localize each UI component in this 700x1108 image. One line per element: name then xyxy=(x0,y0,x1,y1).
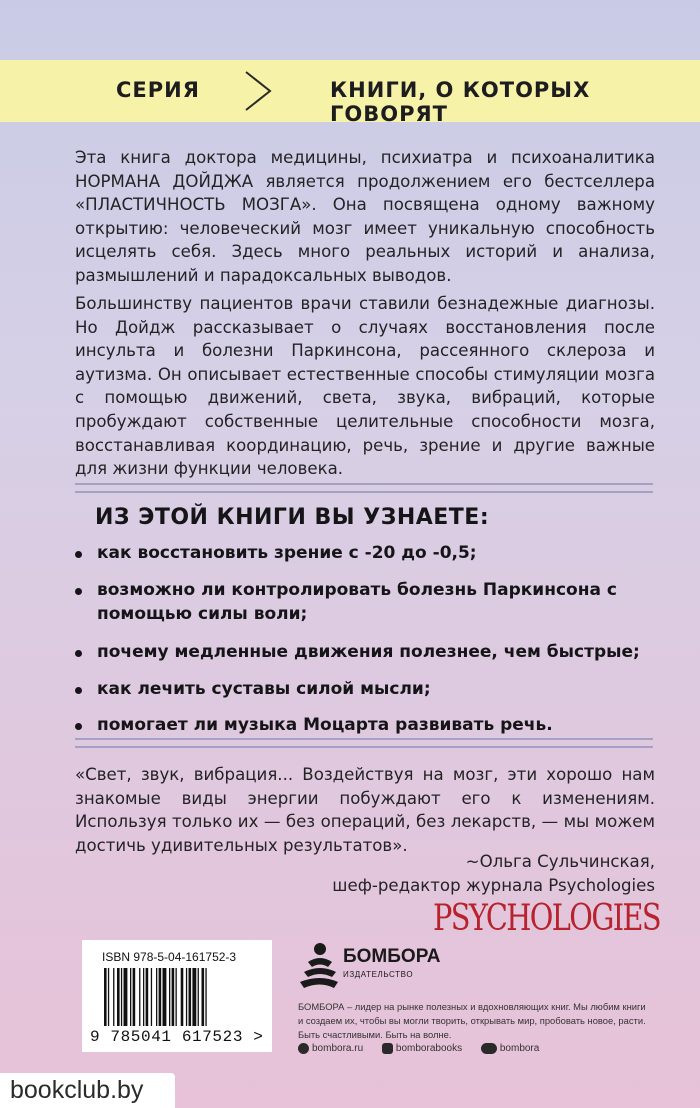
divider-bottom xyxy=(75,738,653,740)
quote-author: ~Ольга Сульчинская, xyxy=(465,852,655,871)
series-bar xyxy=(0,60,700,126)
list-item xyxy=(75,578,665,626)
social-link-label: bombora.ru xyxy=(312,1043,364,1054)
intro-paragraph-2: Большинству пациентов врачи ставили безнадежные диагнозы. Но Дойдж рассказывает о случаях восстановления после инсульта и болезни Паркинсона, рассеянного склероза и аутизма. Он описывает естественные способы стимуляции мозга с помощью движений, света, звука, вибраций, которые пробуждают собственные целительные способности мозга, восстанавливая координацию, речь, зрение и другие важные для жизни функции человека. xyxy=(75,294,655,479)
social-link-vk[interactable] xyxy=(382,1043,462,1054)
social-link-label: bombora xyxy=(499,1043,540,1054)
series-name: КНИГИ, О КОТОРЫХ ГОВОРЯТ xyxy=(330,78,591,126)
divider-top-inner xyxy=(75,491,653,493)
list-item-text: почему медленные движения полезнее, чем быстрые; xyxy=(97,642,640,662)
chevron-right-icon xyxy=(240,68,276,114)
quote-attribution xyxy=(332,850,655,897)
web-icon xyxy=(298,1043,309,1054)
vk-icon xyxy=(382,1043,393,1054)
publisher-subtitle: ИЗДАТЕЛЬСТВО xyxy=(343,970,414,979)
quote-text: «Свет, звук, вибрация... Воздействуя на мозг, эти хорошо нам знакомые виды энергии побуждают его к изменениям. Используя только их — без операций, без лекарств, — мы можем достичь удивительных результатов». xyxy=(75,765,655,855)
social-links xyxy=(298,1043,555,1057)
isbn-text: ISBN 978-5-04-161752-3 xyxy=(102,950,237,964)
publisher-about: БОМБОРА – лидер на рынке полезных и вдохновляющих книг. Мы любим книги и создаем их, чтобы вы могли творить, открывать мир, пробовать новое, расти. Быть счастливыми. Быть на волне. xyxy=(298,1001,646,1040)
bombora-logo-icon xyxy=(298,940,340,992)
social-link-label: bomborabooks xyxy=(395,1043,463,1054)
divider-top xyxy=(75,483,653,485)
barcode-box xyxy=(82,940,272,1052)
watermark xyxy=(0,1073,175,1108)
list-item xyxy=(75,713,665,737)
social-link-site[interactable] xyxy=(298,1043,363,1054)
psychologies-logo: PSYCHOLOGIES xyxy=(433,898,661,939)
bullet-dot-icon xyxy=(75,723,82,730)
list-item-text: возможно ли контролировать болезнь Паркинсона с помощью силы воли; xyxy=(97,580,617,624)
list-item xyxy=(75,677,665,701)
bullet-dot-icon xyxy=(75,650,82,657)
publisher-name: БОМБОРА xyxy=(343,946,441,967)
quote-author-role: шеф-редактор журнала Psychologies xyxy=(332,875,655,895)
social-media-icon xyxy=(481,1043,497,1054)
intro-paragraph-1: Эта книга доктора медицины, психиатра и психоаналитика НОРМАНА ДОЙДЖА является продолжением его бестселлера «ПЛАСТИЧНОСТЬ МОЗГА». Она посвящена одному важному открытию: человеческий мозг имеет уникальную способность исцелять себя. Здесь много реальных историй и анализа, размышлений и парадоксальных выводов. xyxy=(75,148,655,285)
list-item xyxy=(75,541,665,565)
list-item-text: как лечить суставы силой мысли; xyxy=(97,679,431,699)
list-item xyxy=(75,640,665,664)
divider-bottom-inner xyxy=(75,746,653,748)
bullet-dot-icon xyxy=(75,588,82,595)
watermark-text: bookclub.by xyxy=(10,1076,144,1104)
series-label: СЕРИЯ xyxy=(116,78,200,102)
bullet-dot-icon xyxy=(75,687,82,694)
list-item-text: помогает ли музыка Моцарта развивать речь. xyxy=(97,715,553,735)
list-item-text: как восстановить зрение с -20 до -0,5; xyxy=(97,543,477,563)
bullet-dot-icon xyxy=(75,551,82,558)
learn-heading: ИЗ ЭТОЙ КНИГИ ВЫ УЗНАЕТЕ: xyxy=(95,505,490,530)
learn-list xyxy=(75,541,665,737)
barcode-number: 9 785041 617523 > xyxy=(90,1028,264,1046)
barcode-icon xyxy=(102,968,252,1028)
social-link-social[interactable] xyxy=(481,1043,539,1054)
